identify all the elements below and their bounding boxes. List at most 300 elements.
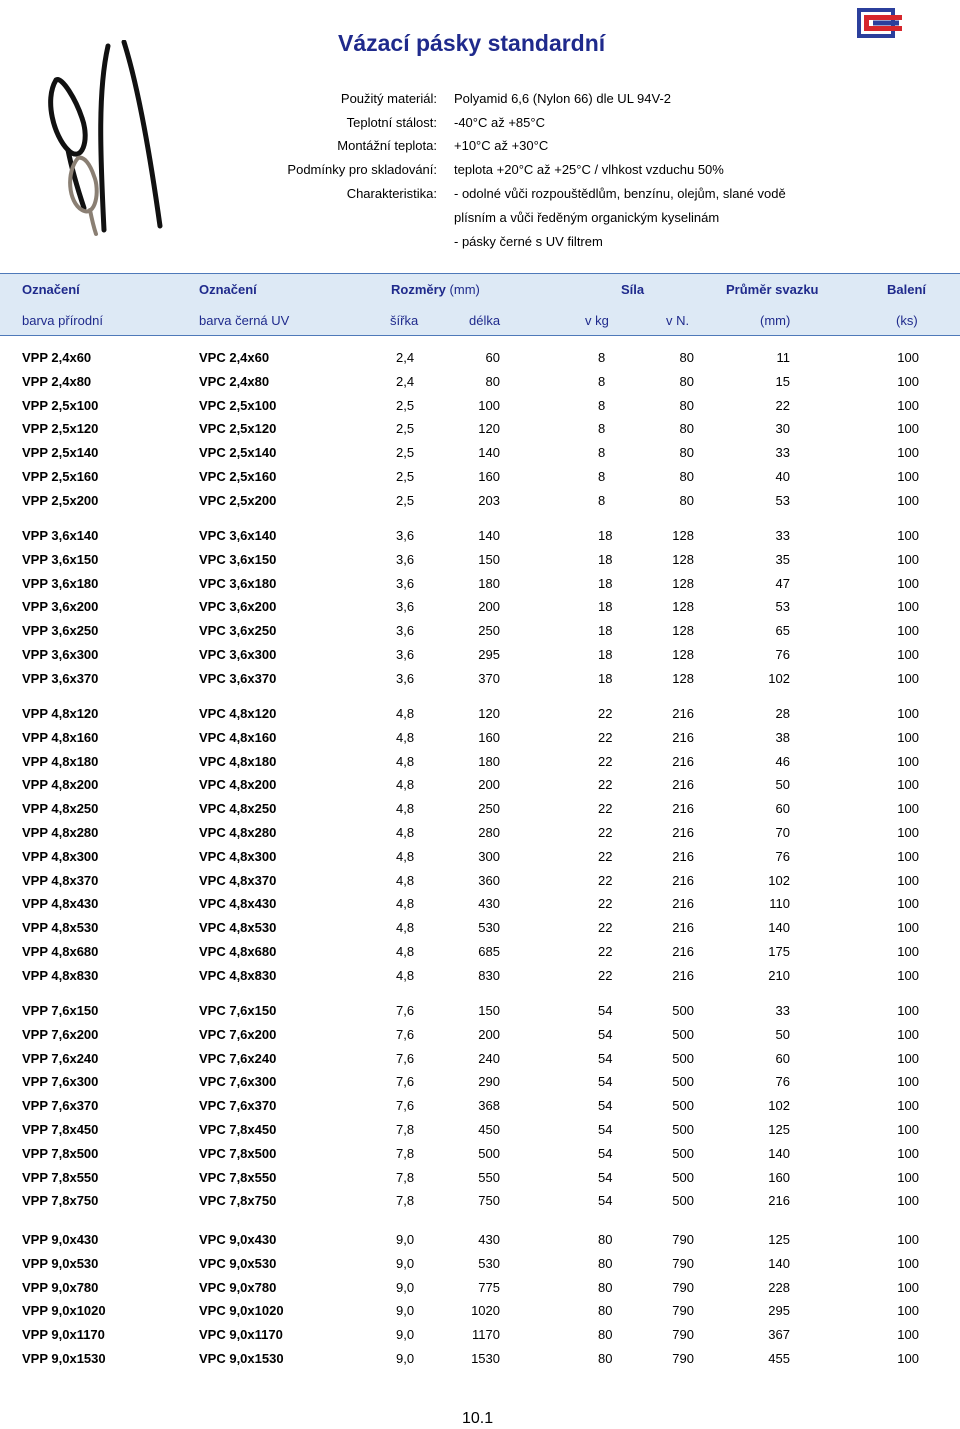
cell-length: 150: [478, 551, 500, 567]
cell-pack: 100: [897, 528, 919, 543]
table-row: [0, 647, 960, 667]
cell-code-natural: VPP 4,8x300: [22, 848, 99, 864]
cell-length: 160: [478, 469, 500, 484]
cell-force-n: 80: [679, 492, 694, 508]
cell-pack: 100: [897, 1279, 919, 1295]
cell-code-natural: VPP 4,8x370: [22, 872, 99, 888]
table-row: [0, 1098, 960, 1118]
cell-width: 7,6: [396, 1098, 415, 1114]
cell-length: 450: [478, 1122, 500, 1137]
cell-length: 500: [478, 1145, 500, 1161]
cell-code-black: VPC 9,0x430: [199, 1232, 277, 1247]
cell-code-black: VPC 2,5x140: [199, 445, 277, 461]
cell-code-black: VPC 3,6x140: [199, 528, 277, 543]
cell-force-n: 790: [672, 1303, 694, 1319]
cell-force-kg: 22: [598, 801, 613, 817]
cell-bundle-diameter: 76: [775, 848, 790, 864]
cell-bundle-diameter: 102: [768, 1098, 790, 1114]
header-mm: (mm): [760, 313, 791, 328]
cell-bundle-diameter: 60: [775, 1050, 790, 1066]
cell-bundle-diameter: 33: [775, 1003, 790, 1018]
cell-force-kg: 18: [598, 670, 613, 686]
cell-code-natural: VPP 3,6x140: [22, 528, 99, 543]
header-rozmery-unit: (mm): [449, 282, 480, 297]
cell-bundle-diameter: 15: [775, 373, 790, 389]
cell-force-n: 128: [672, 623, 694, 639]
cell-force-n: 500: [672, 1074, 694, 1090]
cell-pack: 100: [897, 575, 919, 591]
table-row: [0, 493, 960, 513]
cell-force-kg: 54: [598, 1169, 613, 1185]
table-row: [0, 1303, 960, 1323]
cell-pack: 100: [897, 492, 919, 508]
table-row: [0, 1146, 960, 1166]
header-ks: (ks): [896, 313, 918, 328]
cell-force-kg: 8: [598, 421, 606, 437]
cell-code-black: VPC 7,8x750: [199, 1193, 277, 1209]
cell-force-n: 128: [672, 575, 694, 591]
cell-code-black: VPC 3,6x250: [199, 623, 277, 639]
cell-force-n: 216: [672, 967, 694, 983]
cell-width: 7,6: [396, 1026, 415, 1042]
table-row: [0, 576, 960, 596]
cell-force-n: 216: [672, 753, 694, 769]
cell-force-kg: 18: [598, 647, 613, 662]
cell-length: 368: [478, 1098, 500, 1114]
cell-length: 1170: [472, 1327, 500, 1343]
header-sila: Síla: [621, 282, 645, 297]
cell-length: 60: [485, 350, 500, 365]
spec-label: Montážní teplota:: [337, 138, 437, 153]
table-row: [0, 421, 960, 441]
table-row: [0, 920, 960, 940]
cell-code-natural: VPP 2,5x100: [22, 397, 99, 413]
cell-force-n: 216: [672, 872, 694, 888]
cell-force-kg: 18: [598, 575, 613, 591]
cell-bundle-diameter: 160: [768, 1169, 790, 1185]
cell-bundle-diameter: 228: [768, 1279, 790, 1295]
table-row: [0, 873, 960, 893]
cell-pack: 100: [897, 421, 919, 437]
cell-force-kg: 8: [598, 350, 606, 365]
cell-length: 530: [478, 1255, 500, 1271]
cell-width: 4,8: [396, 777, 415, 793]
cell-width: 7,6: [396, 1074, 415, 1090]
cell-pack: 100: [897, 599, 919, 615]
cell-bundle-diameter: 140: [768, 920, 790, 936]
cell-width: 2,5: [396, 469, 415, 484]
cell-force-kg: 18: [598, 623, 613, 639]
cell-pack: 100: [897, 920, 919, 936]
cell-code-natural: VPP 9,0x1020: [22, 1303, 106, 1319]
cell-force-kg: 54: [598, 1098, 613, 1114]
cell-force-n: 216: [672, 729, 694, 745]
cell-length: 830: [478, 967, 500, 983]
table-row: [0, 1327, 960, 1347]
cell-bundle-diameter: 30: [775, 421, 790, 437]
table-row: [0, 1074, 960, 1094]
cell-code-natural: VPP 4,8x180: [22, 753, 99, 769]
table-row: [0, 1232, 960, 1252]
header-width: šířka: [390, 313, 419, 328]
cell-code-black: VPC 4,8x370: [199, 872, 277, 888]
cell-pack: 100: [897, 753, 919, 769]
cell-pack: 100: [897, 623, 919, 639]
header-rozmery-label: Rozměry: [391, 282, 446, 297]
cell-bundle-diameter: 53: [775, 492, 790, 508]
cell-length: 430: [478, 896, 500, 912]
table-row: [0, 1170, 960, 1190]
spec-value: -40°C až +85°C: [454, 115, 545, 130]
cell-length: 200: [478, 599, 500, 615]
cell-code-black: VPC 4,8x180: [199, 753, 277, 769]
cell-code-black: VPC 3,6x150: [199, 551, 277, 567]
cell-pack: 100: [897, 848, 919, 864]
cell-bundle-diameter: 33: [775, 445, 790, 461]
cell-code-black: VPC 7,6x150: [199, 1003, 277, 1018]
cell-code-natural: VPP 9,0x530: [22, 1255, 99, 1271]
cell-pack: 100: [897, 1169, 919, 1185]
cell-code-natural: VPP 2,4x60: [22, 350, 92, 365]
cell-code-natural: VPP 4,8x830: [22, 967, 99, 983]
cell-code-natural: VPP 7,8x500: [22, 1145, 99, 1161]
cell-length: 775: [478, 1279, 500, 1295]
cell-width: 9,0: [396, 1303, 415, 1319]
cell-force-kg: 8: [598, 492, 606, 508]
cell-force-n: 80: [679, 445, 694, 461]
cell-force-kg: 54: [598, 1003, 613, 1018]
table-row: [0, 896, 960, 916]
cell-code-natural: VPP 9,0x430: [22, 1232, 99, 1247]
cell-force-kg: 22: [598, 825, 613, 840]
cell-pack: 100: [897, 872, 919, 888]
cell-code-black: VPC 2,4x60: [199, 350, 270, 365]
cell-code-natural: VPP 2,5x200: [22, 492, 99, 508]
cell-pack: 100: [897, 647, 919, 662]
cell-length: 430: [478, 1232, 500, 1247]
cell-width: 2,5: [396, 492, 415, 508]
cell-bundle-diameter: 53: [775, 599, 790, 615]
cell-code-black: VPC 7,6x370: [199, 1098, 277, 1114]
cell-code-black: VPC 7,8x450: [199, 1122, 277, 1137]
cell-width: 7,6: [396, 1003, 415, 1018]
cell-code-black: VPC 2,5x160: [199, 469, 277, 484]
cell-pack: 100: [897, 1050, 919, 1066]
cell-code-natural: VPP 4,8x680: [22, 944, 99, 959]
header-length: délka: [469, 313, 501, 328]
cell-force-n: 80: [679, 469, 694, 484]
cell-force-kg: 22: [598, 848, 613, 864]
cell-length: 180: [478, 753, 500, 769]
cell-code-black: VPC 3,6x300: [199, 647, 277, 662]
table-row: [0, 1193, 960, 1213]
cell-bundle-diameter: 28: [775, 706, 790, 721]
cell-force-kg: 22: [598, 753, 613, 769]
spec-label: Použitý materiál:: [340, 91, 437, 106]
cell-width: 9,0: [396, 1279, 415, 1295]
cell-bundle-diameter: 35: [775, 551, 790, 567]
cell-pack: 100: [897, 397, 919, 413]
cell-bundle-diameter: 125: [768, 1122, 790, 1137]
cable-tie-illustration-icon: [38, 40, 178, 240]
cell-bundle-diameter: 22: [775, 397, 790, 413]
cell-width: 3,6: [396, 647, 415, 662]
cell-code-black: VPC 7,6x300: [199, 1074, 277, 1090]
cell-pack: 100: [897, 729, 919, 745]
cell-code-natural: VPP 7,6x240: [22, 1050, 99, 1066]
cell-width: 2,5: [396, 445, 415, 461]
cell-code-black: VPC 9,0x1170: [199, 1327, 283, 1343]
cell-pack: 100: [897, 944, 919, 959]
cell-code-black: VPC 4,8x830: [199, 967, 277, 983]
cell-force-n: 216: [672, 896, 694, 912]
cell-length: 370: [478, 670, 500, 686]
cell-code-natural: VPP 4,8x160: [22, 729, 99, 745]
cell-force-kg: 80: [598, 1327, 613, 1343]
cell-code-natural: VPP 4,8x200: [22, 777, 99, 793]
cell-force-kg: 54: [598, 1074, 613, 1090]
cell-force-kg: 22: [598, 896, 613, 912]
cell-bundle-diameter: 210: [768, 967, 790, 983]
table-row: [0, 968, 960, 988]
spec-value: plísním a vůči ředěným organickým kyselinám: [454, 210, 720, 225]
cell-width: 7,8: [396, 1193, 415, 1209]
cell-code-natural: VPP 3,6x300: [22, 647, 99, 662]
cell-force-n: 500: [672, 1098, 694, 1114]
cell-force-kg: 22: [598, 729, 613, 745]
cell-code-natural: VPP 9,0x780: [22, 1279, 99, 1295]
cell-force-n: 500: [672, 1050, 694, 1066]
header-baleni: Balení: [887, 282, 927, 297]
cell-pack: 100: [897, 670, 919, 686]
cell-code-black: VPC 3,6x200: [199, 599, 277, 615]
table-row: [0, 944, 960, 964]
cell-pack: 100: [897, 1232, 919, 1247]
cell-width: 4,8: [396, 706, 415, 721]
cell-length: 550: [478, 1169, 500, 1185]
table-row: [0, 552, 960, 572]
cell-force-n: 216: [672, 801, 694, 817]
cell-length: 203: [478, 492, 500, 508]
table-row: [0, 1027, 960, 1047]
table-row: [0, 849, 960, 869]
cell-code-natural: VPP 9,0x1530: [22, 1351, 106, 1366]
table-row: [0, 1003, 960, 1023]
spec-label: Charakteristika:: [346, 186, 437, 201]
cell-length: 685: [478, 944, 500, 959]
cell-code-natural: VPP 2,5x140: [22, 445, 99, 461]
cell-pack: 100: [897, 706, 919, 721]
cell-force-kg: 80: [598, 1232, 613, 1247]
cell-length: 140: [478, 445, 500, 461]
cell-width: 7,8: [396, 1169, 415, 1185]
spec-label: Teplotní stálost:: [346, 115, 437, 130]
cell-code-natural: VPP 3,6x150: [22, 551, 99, 567]
table-row: [0, 374, 960, 394]
cell-pack: 100: [897, 825, 919, 840]
cell-code-natural: VPP 7,6x300: [22, 1074, 99, 1090]
cell-code-natural: VPP 2,5x160: [22, 469, 99, 484]
cell-pack: 100: [897, 1003, 919, 1018]
header-oznaceni-natural: Označení: [22, 282, 80, 297]
cell-force-kg: 18: [598, 599, 613, 615]
cell-code-black: VPC 4,8x680: [199, 944, 277, 959]
table-row: [0, 350, 960, 370]
cell-code-black: VPC 4,8x430: [199, 896, 277, 912]
cell-code-black: VPC 4,8x250: [199, 801, 277, 817]
cell-code-natural: VPP 3,6x370: [22, 670, 99, 686]
table-row: [0, 469, 960, 489]
cell-code-black: VPC 4,8x120: [199, 706, 277, 721]
table-row: [0, 730, 960, 750]
cell-bundle-diameter: 140: [768, 1255, 790, 1271]
cell-code-black: VPC 3,6x370: [199, 670, 277, 686]
cell-force-kg: 80: [598, 1279, 613, 1295]
cell-code-black: VPC 9,0x780: [199, 1279, 277, 1295]
cell-length: 360: [478, 872, 500, 888]
cell-width: 3,6: [396, 551, 415, 567]
spec-value: teplota +20°C až +25°C / vlhkost vzduchu 50%: [454, 162, 724, 177]
cell-code-black: VPC 7,6x240: [199, 1050, 277, 1066]
cell-force-n: 790: [672, 1279, 694, 1295]
cell-code-natural: VPP 3,6x180: [22, 575, 99, 591]
cell-pack: 100: [897, 1098, 919, 1114]
cell-bundle-diameter: 70: [775, 825, 790, 840]
cell-code-natural: VPP 7,6x200: [22, 1026, 99, 1042]
cell-bundle-diameter: 40: [775, 469, 790, 484]
cell-pack: 100: [897, 1026, 919, 1042]
cell-length: 180: [478, 575, 500, 591]
cell-pack: 100: [897, 1351, 919, 1366]
cell-width: 2,4: [396, 373, 415, 389]
cell-force-n: 128: [672, 551, 694, 567]
cell-force-kg: 80: [598, 1351, 613, 1366]
company-logo-icon: [855, 5, 905, 41]
cell-force-n: 500: [672, 1122, 694, 1137]
cell-code-black: VPC 9,0x1530: [199, 1351, 284, 1366]
cell-pack: 100: [897, 1193, 919, 1209]
cell-length: 1020: [471, 1303, 500, 1319]
cell-code-black: VPC 9,0x1020: [199, 1303, 284, 1319]
cell-code-natural: VPP 7,6x370: [22, 1098, 99, 1114]
cell-force-kg: 22: [598, 777, 613, 793]
table-row: [0, 1122, 960, 1142]
cell-force-n: 500: [672, 1193, 694, 1209]
cell-force-kg: 80: [598, 1303, 613, 1319]
cell-bundle-diameter: 50: [775, 1026, 790, 1042]
cell-force-n: 128: [672, 528, 694, 543]
cell-length: 1530: [471, 1351, 500, 1366]
table-row: [0, 754, 960, 774]
cell-pack: 100: [897, 551, 919, 567]
cell-code-natural: VPP 4,8x280: [22, 825, 99, 840]
header-rozmery: [391, 282, 480, 297]
table-row: [0, 825, 960, 845]
header-oznaceni-black: Označení: [199, 282, 257, 297]
cell-length: 530: [478, 920, 500, 936]
cell-width: 9,0: [396, 1255, 415, 1271]
cell-pack: 100: [897, 469, 919, 484]
cell-code-black: VPC 4,8x300: [199, 848, 277, 864]
cell-code-black: VPC 4,8x200: [199, 777, 277, 793]
cell-force-n: 500: [672, 1003, 694, 1018]
cell-force-n: 80: [679, 421, 694, 437]
cell-width: 3,6: [396, 575, 415, 591]
cell-force-n: 216: [672, 944, 694, 959]
spec-value: - odolné vůči rozpouštědlům, benzínu, olejům, slané vodě: [454, 186, 786, 201]
header-n: v N.: [666, 313, 690, 328]
cell-force-kg: 8: [598, 373, 606, 389]
cell-width: 2,5: [396, 397, 415, 413]
cell-code-natural: VPP 2,5x120: [22, 421, 99, 437]
cell-force-n: 216: [672, 706, 694, 721]
cell-length: 280: [478, 825, 500, 840]
cell-pack: 100: [897, 1255, 919, 1271]
cell-force-kg: 80: [598, 1255, 613, 1271]
cell-bundle-diameter: 102: [768, 670, 790, 686]
cell-width: 3,6: [396, 528, 415, 543]
cell-code-black: VPC 2,5x200: [199, 492, 277, 508]
cell-bundle-diameter: 76: [775, 1074, 790, 1090]
cell-pack: 100: [897, 445, 919, 461]
cell-bundle-diameter: 60: [775, 801, 790, 817]
cell-pack: 100: [897, 1145, 919, 1161]
cell-bundle-diameter: 76: [775, 647, 790, 662]
cell-force-kg: 54: [598, 1145, 613, 1161]
cell-pack: 100: [897, 1303, 919, 1319]
cell-length: 140: [478, 528, 500, 543]
cell-length: 200: [478, 1026, 500, 1042]
header-black: barva černá UV: [199, 313, 290, 328]
cell-force-kg: 54: [598, 1050, 613, 1066]
page-number: 10.1: [462, 1410, 494, 1427]
cell-width: 2,5: [396, 421, 415, 437]
cell-force-kg: 18: [598, 551, 613, 567]
cell-code-natural: VPP 3,6x200: [22, 599, 99, 615]
cell-length: 295: [478, 647, 500, 662]
cell-width: 4,8: [396, 753, 415, 769]
cell-width: 4,8: [396, 872, 415, 888]
cell-force-n: 216: [672, 920, 694, 936]
cell-code-natural: VPP 7,8x750: [22, 1193, 99, 1209]
cell-code-natural: VPP 4,8x430: [22, 896, 99, 912]
cell-bundle-diameter: 47: [775, 575, 790, 591]
page-title: Vázací pásky standardní: [338, 30, 606, 56]
cell-force-n: 80: [679, 397, 694, 413]
cell-force-n: 500: [672, 1169, 694, 1185]
spec-value: - pásky černé s UV filtrem: [454, 234, 603, 249]
cell-length: 120: [478, 706, 500, 721]
cell-force-kg: 54: [598, 1193, 613, 1209]
cell-length: 150: [478, 1003, 500, 1018]
table-row: [0, 1280, 960, 1300]
cell-bundle-diameter: 140: [768, 1145, 790, 1161]
cell-width: 3,6: [396, 623, 415, 639]
cell-force-n: 128: [672, 599, 694, 615]
cell-length: 750: [478, 1193, 500, 1209]
cell-bundle-diameter: 175: [768, 944, 790, 959]
cell-bundle-diameter: 102: [768, 872, 790, 888]
cell-force-n: 500: [672, 1145, 694, 1161]
cell-code-black: VPC 2,5x100: [199, 397, 277, 413]
cell-width: 4,8: [396, 729, 415, 745]
cell-length: 300: [478, 848, 500, 864]
cell-pack: 100: [897, 1122, 919, 1137]
cell-width: 3,6: [396, 670, 415, 686]
cell-bundle-diameter: 11: [776, 350, 790, 365]
cell-length: 80: [485, 373, 500, 389]
cell-length: 100: [478, 397, 500, 413]
